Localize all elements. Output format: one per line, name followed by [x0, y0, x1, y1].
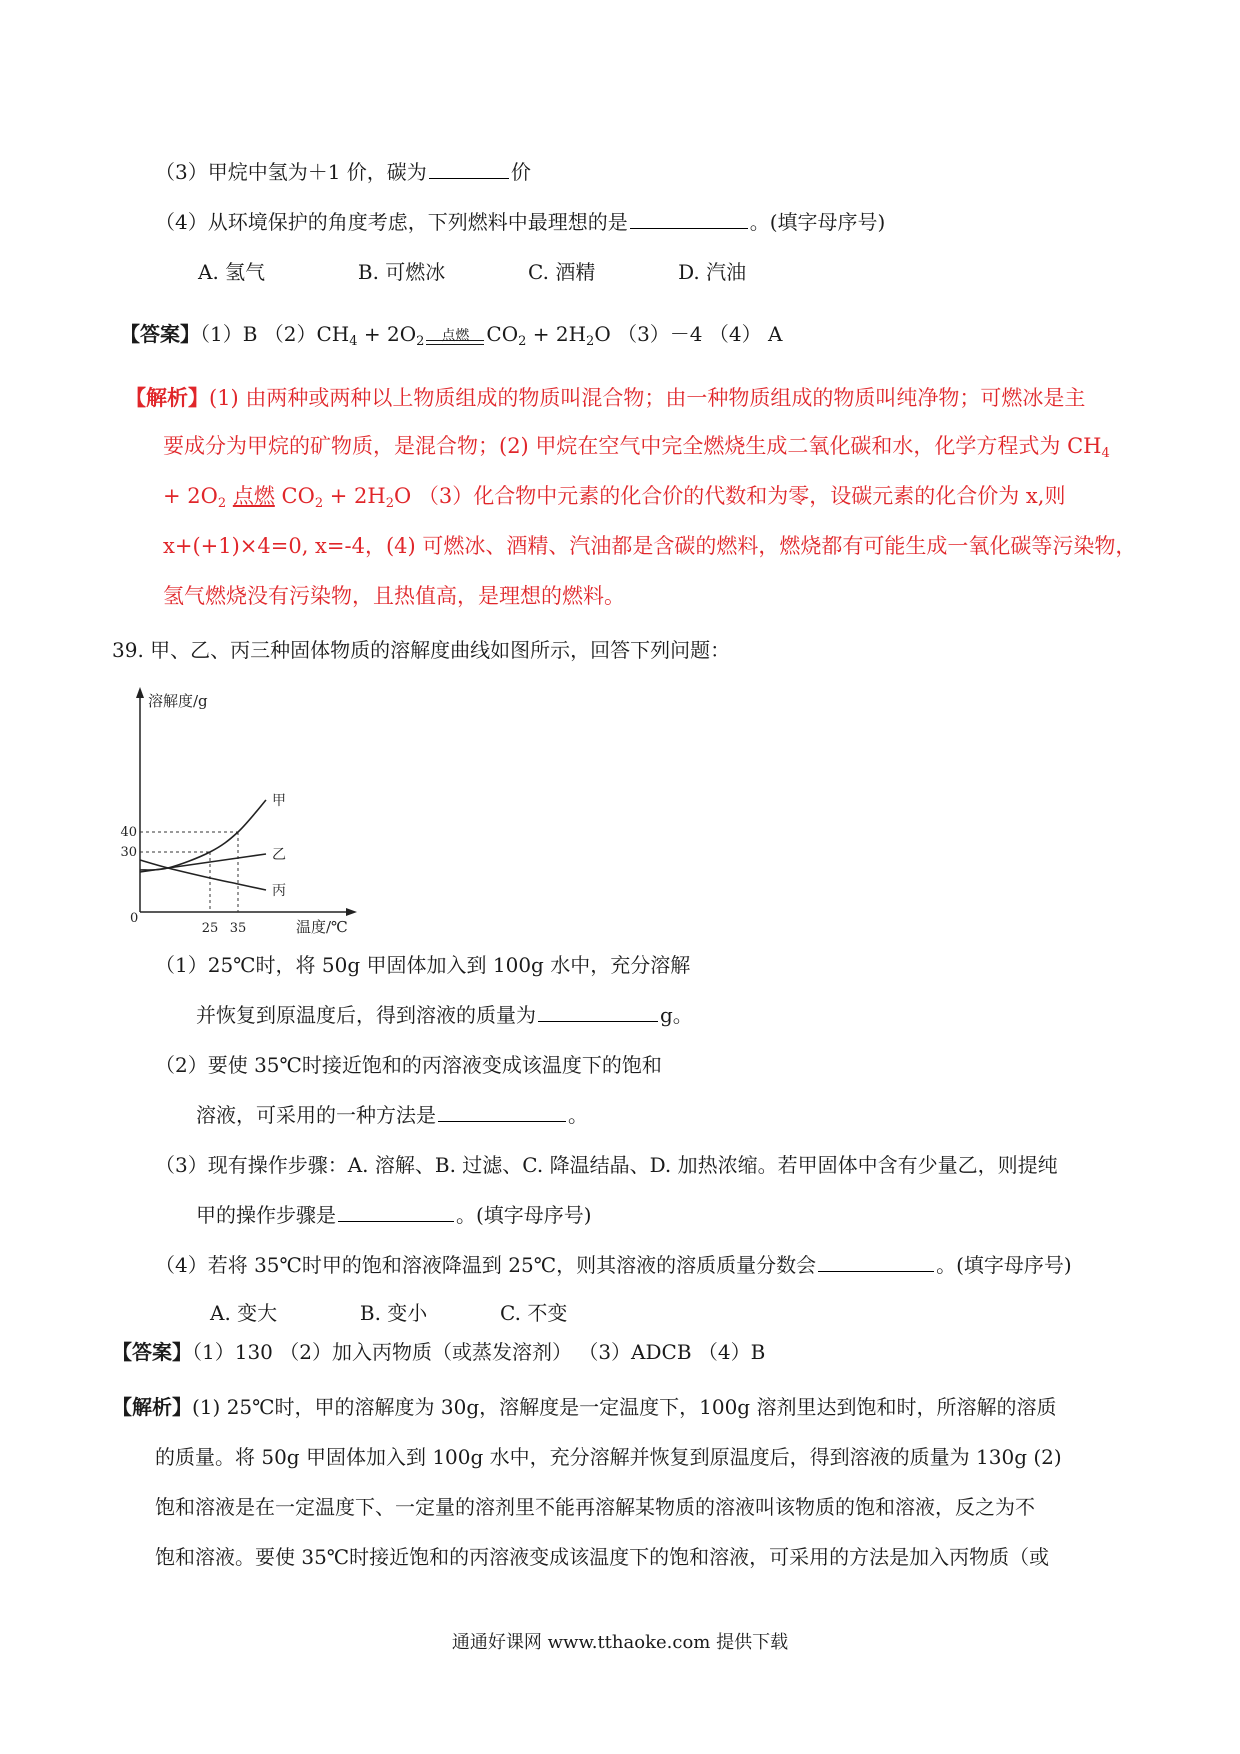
answer-blank[interactable]: [630, 208, 748, 229]
q39-sub1-line-1: （1）25℃时，将 50g 甲固体加入到 100g 水中，充分溶解: [155, 953, 691, 977]
option-c: C. 不变: [500, 1301, 568, 1325]
q39-sub4: （4）若将 35℃时甲的饱和溶液降温到 25℃，则其溶液的溶质质量分数会 。(填字母序号): [155, 1253, 1072, 1277]
page-footer: 通通好课网 www.tthaoke.com 提供下载: [451, 1632, 789, 1653]
series-line-1: [140, 854, 266, 872]
q38-analysis-line-2: 要成分为甲烷的矿物质，是混合物；(2) 甲烷在空气中完全燃烧生成二氧化碳和水，化学方程式为 $CH_4$: [163, 434, 1110, 461]
q39-analysis-line-1: 【解析】(1) 25℃时，甲的溶解度为 30g，溶解度是一定温度下，100g 溶剂里达到饱和时，所溶解的溶质: [112, 1395, 1057, 1419]
q39-sub4-options: [210, 1299, 567, 1327]
q39-analysis-line-4: 饱和溶液。要使 35℃时接近饱和的丙溶液变成该温度下的饱和溶液，可采用的方法是加入丙物质（或: [155, 1545, 1050, 1569]
q38-sub4: （4）从环境保护的角度考虑，下列燃料中最理想的是 。(填字母序号): [155, 210, 886, 234]
reaction-condition: 点燃: [424, 328, 486, 356]
q38-analysis-line-5: 氢气燃烧没有污染物，且热值高，是理想的燃料。: [163, 584, 625, 608]
q39-sub3-line-2: 甲的操作步骤是 。(填字母序号): [196, 1203, 592, 1227]
q39-sub1-line-2: 并恢复到原温度后，得到溶液的质量为 g。: [196, 1003, 693, 1027]
q39-answer: 【答案】（1）130 （2）加入丙物质（或蒸发溶剂） （3）ADCB （4）B: [112, 1340, 766, 1364]
y-tick-label-30: 30: [120, 845, 137, 860]
y-axis-arrow: [136, 687, 144, 698]
answer-label: 【答案】: [120, 322, 200, 346]
answer-blank[interactable]: [538, 1001, 658, 1022]
q39-sub3-line-1: （3）现有操作步骤：A. 溶解、B. 过滤、C. 降温结晶、D. 加热浓缩。若甲固体中含有少量乙，则提纯: [155, 1153, 1058, 1177]
analysis-label: 【解析】: [112, 1395, 192, 1419]
answer-blank[interactable]: [429, 158, 509, 179]
answer-blank[interactable]: [818, 1251, 934, 1272]
option-c: C. 酒精: [528, 260, 596, 284]
q38-analysis-line-1: 【解析】(1) 由两种或两种以上物质组成的物质叫混合物；由一种物质组成的物质叫纯净物；可燃冰是主: [125, 385, 1086, 410]
series-label-2: 丙: [272, 883, 286, 899]
answer-blank[interactable]: [338, 1201, 454, 1222]
option-a: A. 变大: [210, 1301, 278, 1325]
answer-blank[interactable]: [438, 1101, 566, 1122]
option-a: A. 氢气: [198, 260, 266, 284]
series-line-2: [140, 860, 266, 890]
series-line-0: [140, 800, 266, 870]
origin-label: 0: [130, 911, 139, 926]
x-tick-label-35: 35: [229, 921, 247, 936]
x-axis-arrow: [346, 908, 357, 916]
option-b: B. 可燃冰: [357, 260, 446, 284]
q38-sub3: （3）甲烷中氢为＋1 价，碳为 价: [155, 160, 531, 184]
q39-analysis-line-3: 饱和溶液是在一定温度下、一定量的溶剂里不能再溶解某物质的溶液叫该物质的饱和溶液，反之为不: [155, 1495, 1035, 1519]
series-label-0: 甲: [272, 793, 286, 809]
q38-analysis-line-3: + $2O_2$ 点燃 $CO_2 + 2H_2O$ （3）化合物中元素的化合价的代数和为零，设碳元素的化合价为 x,则: [163, 484, 1066, 511]
analysis-label: 【解析】: [125, 385, 209, 410]
q39-stem: 39. 甲、乙、丙三种固体物质的溶解度曲线如图所示，回答下列问题：: [112, 638, 731, 662]
answer-label: 【答案】: [112, 1340, 192, 1364]
q39-sub2-line-2: 溶液，可采用的一种方法是 。: [196, 1103, 588, 1127]
q38-analysis-line-4: x+(+1)×4=0, x=-4，(4) 可燃冰、酒精、汽油都是含碳的燃料，燃烧都有可能生成一氧化碳等污染物，: [163, 534, 1137, 558]
option-b: B. 变小: [359, 1301, 428, 1325]
q38-answer: 【答案】（1）B $(2)CH_4 + 2O_2$ 点燃 $CO_2 + 2H_2O$ （3）－4 （4） A: [120, 320, 782, 356]
x-tick-label-25: 25: [201, 921, 219, 936]
solubility-chart: [118, 684, 358, 936]
x-axis-label: 温度/℃: [296, 918, 348, 936]
y-axis-label: 溶解度/g: [148, 692, 208, 710]
option-d: D. 汽油: [678, 260, 747, 284]
q38-options: [198, 258, 746, 286]
y-tick-label-40: 40: [120, 825, 137, 840]
q39-analysis-line-2: 的质量。将 50g 甲固体加入到 100g 水中，充分溶解并恢复到原温度后，得到溶液的质量为 130g (2): [155, 1445, 1062, 1469]
q39-sub2-line-1: （2）要使 35℃时接近饱和的丙溶液变成该温度下的饱和: [155, 1053, 662, 1077]
series-label-1: 乙: [272, 847, 286, 863]
